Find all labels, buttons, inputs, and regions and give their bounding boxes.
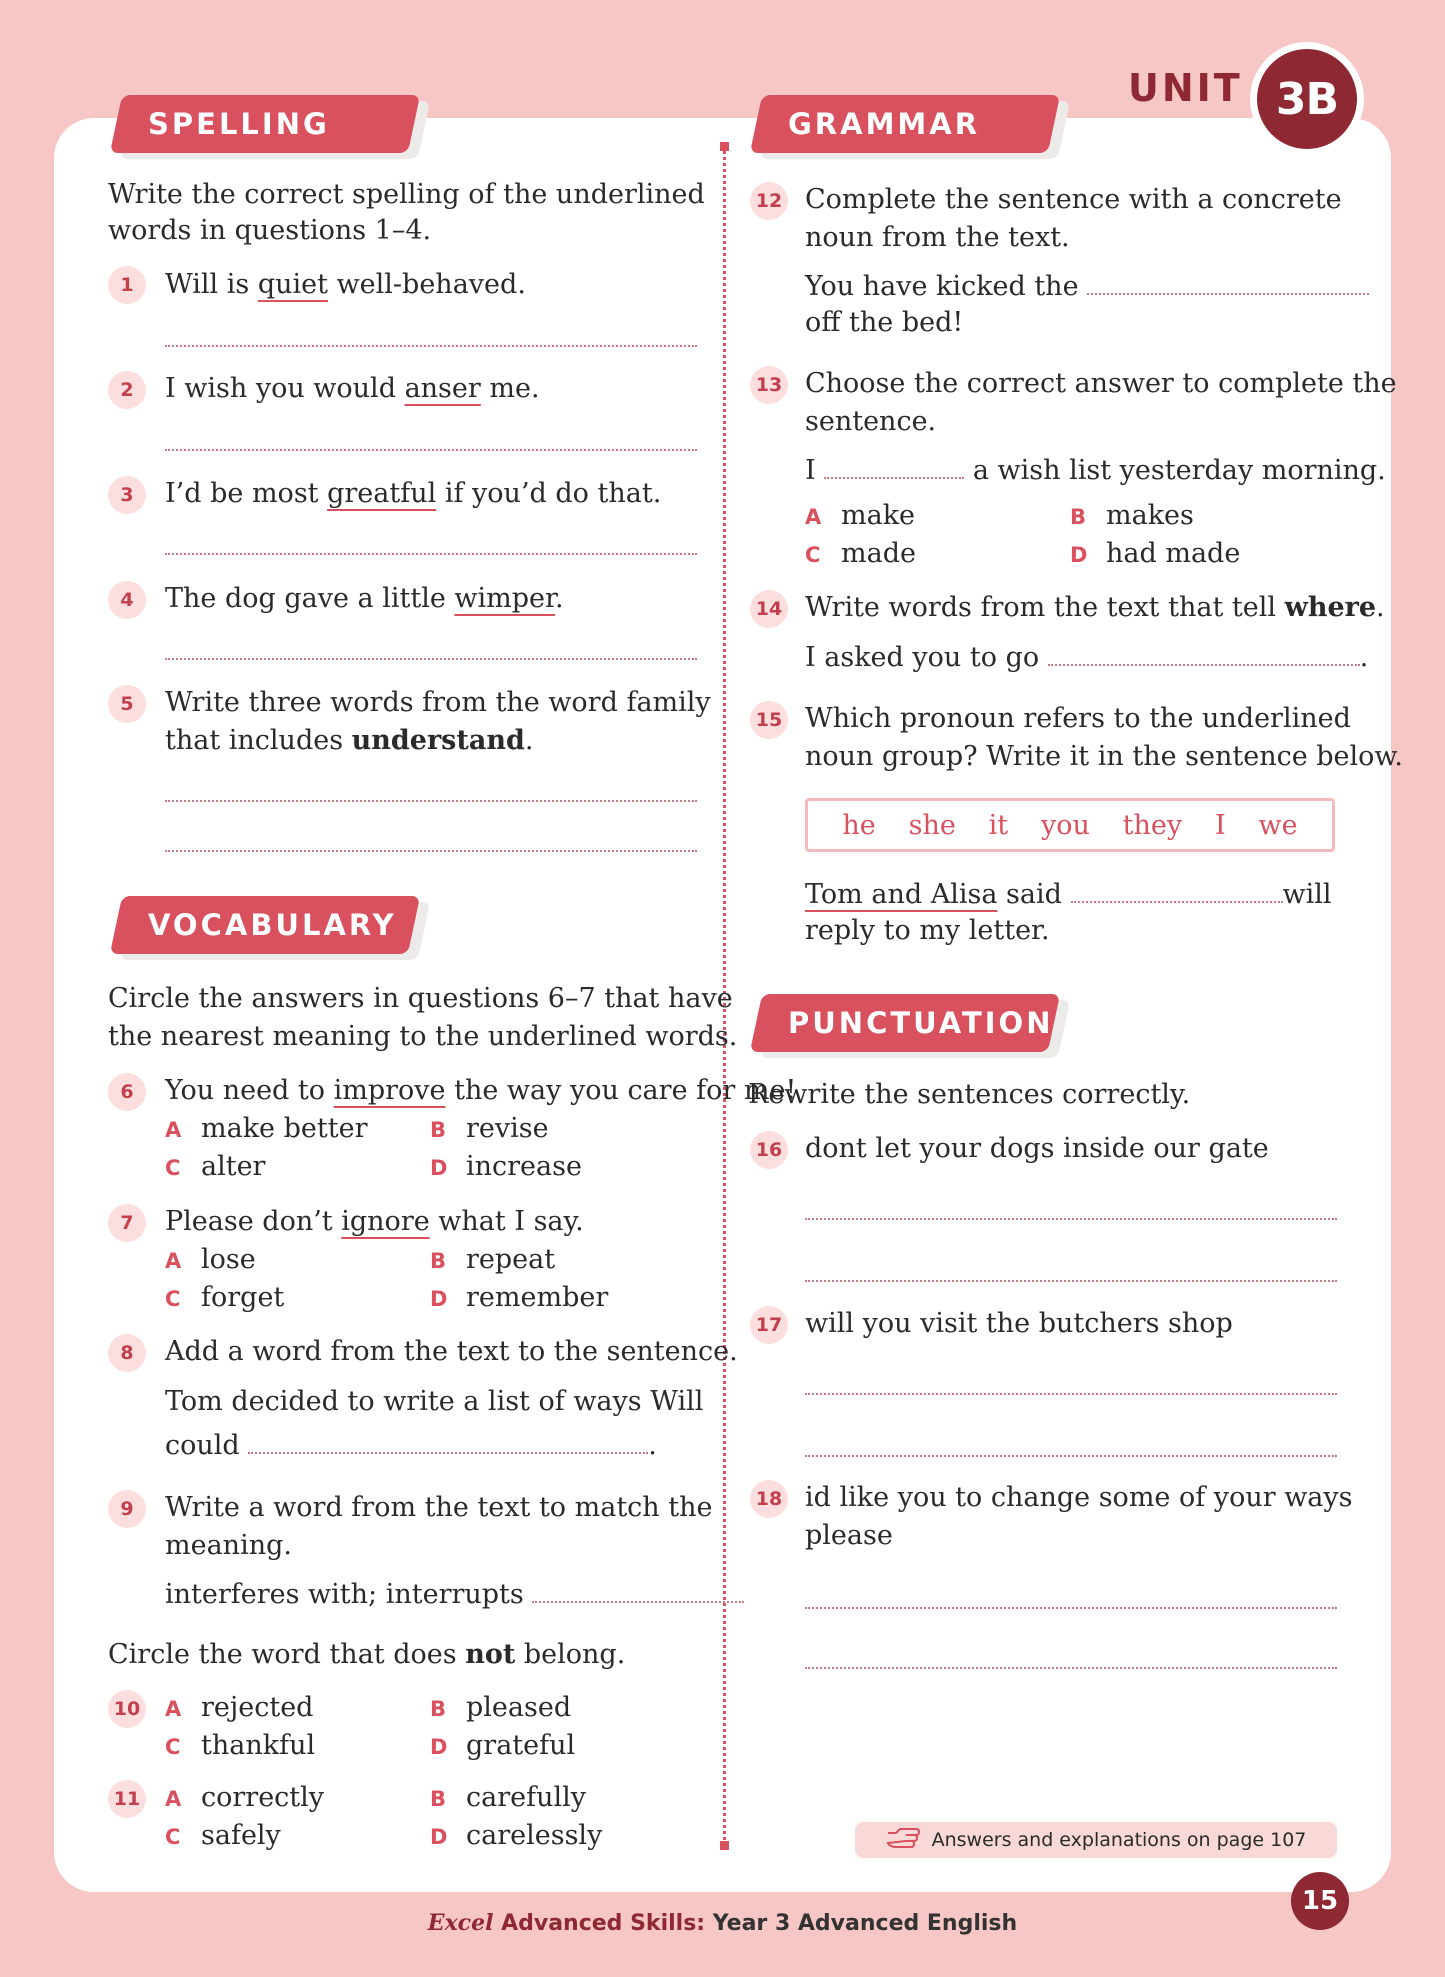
question-2-text: I wish you would anser me. <box>165 373 540 404</box>
unit-badge: 3B <box>1250 42 1364 156</box>
question-12-line-3: You have kicked the <box>805 268 1369 306</box>
question-18-line-2: please <box>805 1520 893 1551</box>
answer-line[interactable] <box>805 1455 1337 1457</box>
question-14-line-2: I asked you to go . <box>805 642 1369 673</box>
circle-instruction: Circle the word that does not belong. <box>108 1639 626 1670</box>
option-c[interactable]: C alter <box>165 1151 266 1182</box>
footer-title: Year 3 Advanced English <box>705 1911 1018 1936</box>
answer-line[interactable] <box>165 345 697 347</box>
question-13-line-1: Choose the correct answer to complete the <box>805 368 1397 399</box>
answers-note[interactable] <box>855 1822 1337 1858</box>
option-b[interactable]: B carefully <box>430 1782 587 1813</box>
underlined-word: quiet <box>257 269 328 300</box>
question-8-text: Add a word from the text to the sentence. <box>165 1336 738 1367</box>
answer-blank[interactable] <box>532 1577 744 1603</box>
vocabulary-banner <box>116 896 414 954</box>
page-number: 15 <box>1291 1872 1349 1930</box>
question-5-line-1: Write three words from the word family <box>165 687 711 718</box>
pronoun-word-box <box>805 798 1335 852</box>
option-a[interactable]: A make better <box>165 1113 368 1144</box>
question-number: 5 <box>108 685 146 723</box>
question-number: 2 <box>108 371 146 409</box>
option-a[interactable]: A correctly <box>165 1782 325 1813</box>
question-13-line-3: I a wish list yesterday morning. <box>805 455 1386 486</box>
option-b[interactable]: B makes <box>1070 500 1194 531</box>
pronoun-option[interactable]: we <box>1258 809 1298 841</box>
option-d[interactable]: D grateful <box>430 1730 576 1761</box>
pointing-hand-icon <box>886 1827 920 1854</box>
unit-label: UNIT <box>1128 66 1243 110</box>
answer-line[interactable] <box>805 1667 1337 1669</box>
question-8-line-3: could . <box>165 1430 657 1461</box>
answer-line[interactable] <box>165 658 697 660</box>
option-b[interactable]: B revise <box>430 1113 549 1144</box>
question-number: 11 <box>108 1780 146 1818</box>
answer-line[interactable] <box>165 850 697 852</box>
grammar-heading: GRAMMAR <box>788 107 981 141</box>
vocabulary-instruction-line-2: the nearest meaning to the underlined words. <box>108 1021 738 1052</box>
question-9-line-3: interferes with; interrupts <box>165 1576 744 1614</box>
question-number: 9 <box>108 1490 146 1528</box>
question-number: 12 <box>750 182 788 220</box>
question-number: 8 <box>108 1334 146 1372</box>
question-15-line-4: reply to my letter. <box>805 915 1050 946</box>
answer-line[interactable] <box>165 449 697 451</box>
vocabulary-instruction-line-1: Circle the answers in questions 6–7 that have <box>108 983 733 1014</box>
pronoun-option[interactable]: it <box>988 809 1009 841</box>
punctuation-instruction: Rewrite the sentences correctly. <box>748 1079 1191 1110</box>
option-c[interactable]: C thankful <box>165 1730 316 1761</box>
answer-line[interactable] <box>165 800 697 802</box>
pronoun-option[interactable]: they <box>1122 809 1183 841</box>
question-6-text: You need to improve the way you care for me! <box>165 1075 797 1106</box>
punctuation-banner <box>756 994 1054 1052</box>
question-number: 18 <box>750 1480 788 1518</box>
question-number: 6 <box>108 1073 146 1111</box>
question-18-line-1: id like you to change some of your ways <box>805 1482 1353 1513</box>
answer-blank[interactable] <box>1071 877 1283 903</box>
question-12-line-4: off the bed! <box>805 307 964 338</box>
question-17-text: will you visit the butchers shop <box>805 1308 1233 1339</box>
pronoun-option[interactable]: he <box>842 809 876 841</box>
option-a[interactable]: A rejected <box>165 1692 314 1723</box>
vocabulary-heading: VOCABULARY <box>148 908 397 942</box>
question-number: 17 <box>750 1306 788 1344</box>
answer-line[interactable] <box>805 1218 1337 1220</box>
punctuation-heading: PUNCTUATION <box>788 1006 1054 1040</box>
question-number: 14 <box>750 590 788 628</box>
option-c[interactable]: C forget <box>165 1282 285 1313</box>
spelling-banner <box>116 95 414 153</box>
question-15-line-3: Tom and Alisa said will <box>805 879 1332 910</box>
option-a[interactable]: A lose <box>165 1244 256 1275</box>
option-b[interactable]: B pleased <box>430 1692 572 1723</box>
footer-series: Advanced Skills: <box>493 1911 706 1936</box>
option-d[interactable]: D increase <box>430 1151 582 1182</box>
question-number: 16 <box>750 1131 788 1169</box>
question-4-text: The dog gave a little wimper. <box>165 583 564 614</box>
option-b[interactable]: B repeat <box>430 1244 556 1275</box>
answer-line[interactable] <box>805 1280 1337 1282</box>
option-d[interactable]: D remember <box>430 1282 609 1313</box>
underlined-word: wimper <box>454 583 555 614</box>
question-14-text: Write words from the text that tell where. <box>805 592 1385 623</box>
answer-line[interactable] <box>805 1607 1337 1609</box>
question-number: 10 <box>108 1690 146 1728</box>
option-a[interactable]: A make <box>805 500 916 531</box>
grammar-banner <box>756 95 1054 153</box>
question-9-line-1: Write a word from the text to match the <box>165 1492 713 1523</box>
question-5-line-2: that includes understand. <box>165 725 534 756</box>
pronoun-option[interactable]: you <box>1040 809 1090 841</box>
option-c[interactable]: C safely <box>165 1820 281 1851</box>
question-15-line-1: Which pronoun refers to the underlined <box>805 703 1351 734</box>
underlined-word: anser <box>404 373 481 404</box>
option-d[interactable]: D carelessly <box>430 1820 603 1851</box>
footer-brand: Excel <box>427 1910 494 1936</box>
option-c[interactable]: C made <box>805 538 916 569</box>
footer <box>0 1910 1445 1936</box>
question-3-text: I’d be most greatful if you’d do that. <box>165 478 662 509</box>
answer-blank[interactable] <box>824 453 964 479</box>
underlined-word: greatful <box>327 478 437 509</box>
underlined-word: ignore <box>341 1206 430 1237</box>
question-13-line-2: sentence. <box>805 406 937 437</box>
underlined-word: improve <box>333 1075 446 1106</box>
spelling-instruction-line-2: words in questions 1–4. <box>108 215 432 246</box>
question-1-text: Will is quiet well-behaved. <box>165 269 526 300</box>
pronoun-option[interactable]: she <box>908 809 956 841</box>
question-12-line-2: noun from the text. <box>805 222 1070 253</box>
answer-blank[interactable] <box>1087 269 1369 295</box>
question-7-text: Please don’t ignore what I say. <box>165 1206 584 1237</box>
answers-note-text: Answers and explanations on page 107 <box>931 1829 1307 1851</box>
answer-blank[interactable] <box>248 1428 648 1454</box>
question-number: 1 <box>108 266 146 304</box>
spelling-heading: SPELLING <box>148 107 330 141</box>
question-number: 3 <box>108 476 146 514</box>
answer-line[interactable] <box>165 553 697 555</box>
question-9-line-2: meaning. <box>165 1530 292 1561</box>
question-12-line-1: Complete the sentence with a concrete <box>805 184 1342 215</box>
question-number: 15 <box>750 701 788 739</box>
pronoun-option[interactable]: I <box>1214 809 1226 841</box>
underlined-noun-group: Tom and Alisa <box>805 879 998 910</box>
question-15-line-2: noun group? Write it in the sentence below. <box>805 741 1403 772</box>
question-16-text: dont let your dogs inside our gate <box>805 1133 1269 1164</box>
answer-blank[interactable] <box>1048 640 1360 666</box>
question-number: 7 <box>108 1204 146 1242</box>
question-number: 13 <box>750 366 788 404</box>
answer-line[interactable] <box>805 1393 1337 1395</box>
spelling-instruction-line-1: Write the correct spelling of the underlined <box>108 179 705 210</box>
question-number: 4 <box>108 581 146 619</box>
option-d[interactable]: D had made <box>1070 538 1241 569</box>
question-8-line-2: Tom decided to write a list of ways Will <box>165 1386 704 1417</box>
